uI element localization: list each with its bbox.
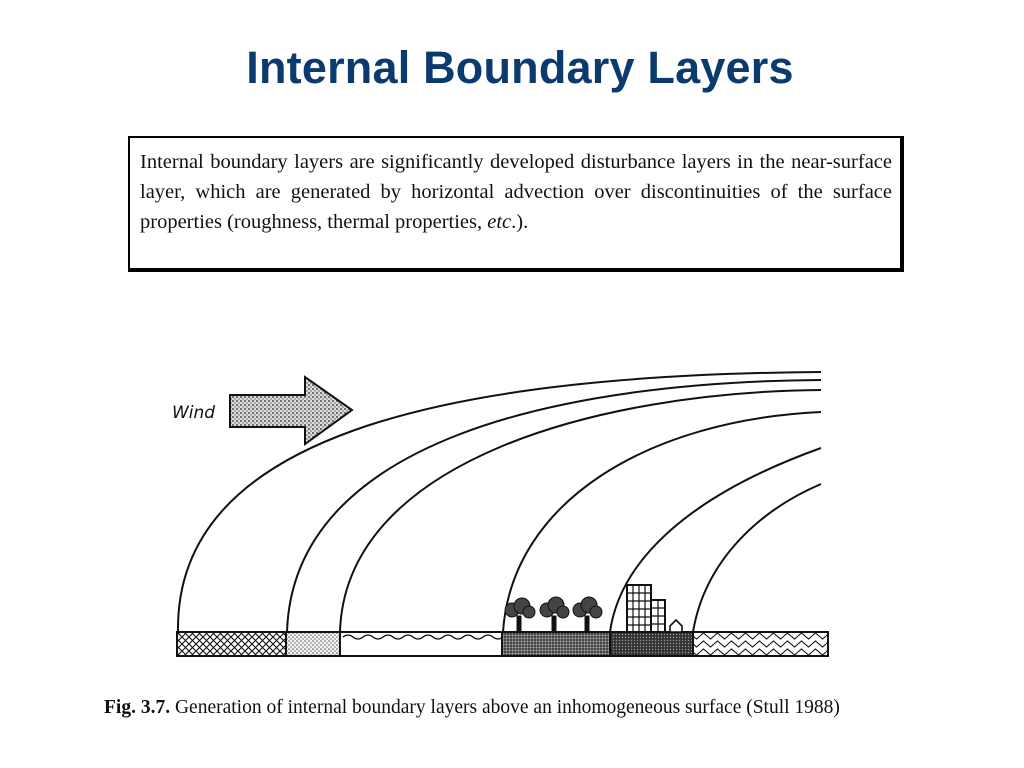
small-house [670, 620, 682, 632]
figure-caption [104, 694, 930, 722]
surface-crosshatch [177, 632, 286, 656]
definition-text-italic: etc [487, 211, 512, 233]
definition-text-end: .). [511, 211, 529, 233]
slide-title: Internal Boundary Layers [246, 42, 794, 93]
surface-wavy [693, 632, 828, 656]
ibl-figure [140, 305, 900, 685]
ibl-curve-2 [287, 380, 821, 632]
definition-box [128, 136, 904, 272]
tree-2 [540, 597, 569, 632]
wind-label: Wind [172, 403, 216, 423]
tree-1 [505, 598, 535, 632]
buildings [627, 585, 682, 632]
definition-text [140, 147, 892, 237]
surface-stipple [286, 632, 340, 656]
wind-arrow-body [230, 377, 352, 444]
figure-caption-text: Generation of internal boundary layers above an inhomogeneous surface (Stull 1988) [174, 697, 840, 718]
definition-text-main: Internal boundary layers are significantly developed disturbance layers in the near-surface layer, which are generated by horizontal advection over discontinuities of the surface properties (roughness, thermal properties, [140, 151, 892, 233]
tree-3 [573, 597, 602, 632]
surface-city [610, 632, 693, 656]
surface-forest [502, 632, 610, 656]
figure-caption-label: Fig. 3.7. [104, 697, 171, 718]
ibl-curve-6 [693, 484, 821, 632]
wind-arrow [172, 377, 352, 444]
trees [505, 597, 602, 632]
surface-strip [177, 632, 828, 656]
ibl-curve-3 [340, 390, 821, 632]
